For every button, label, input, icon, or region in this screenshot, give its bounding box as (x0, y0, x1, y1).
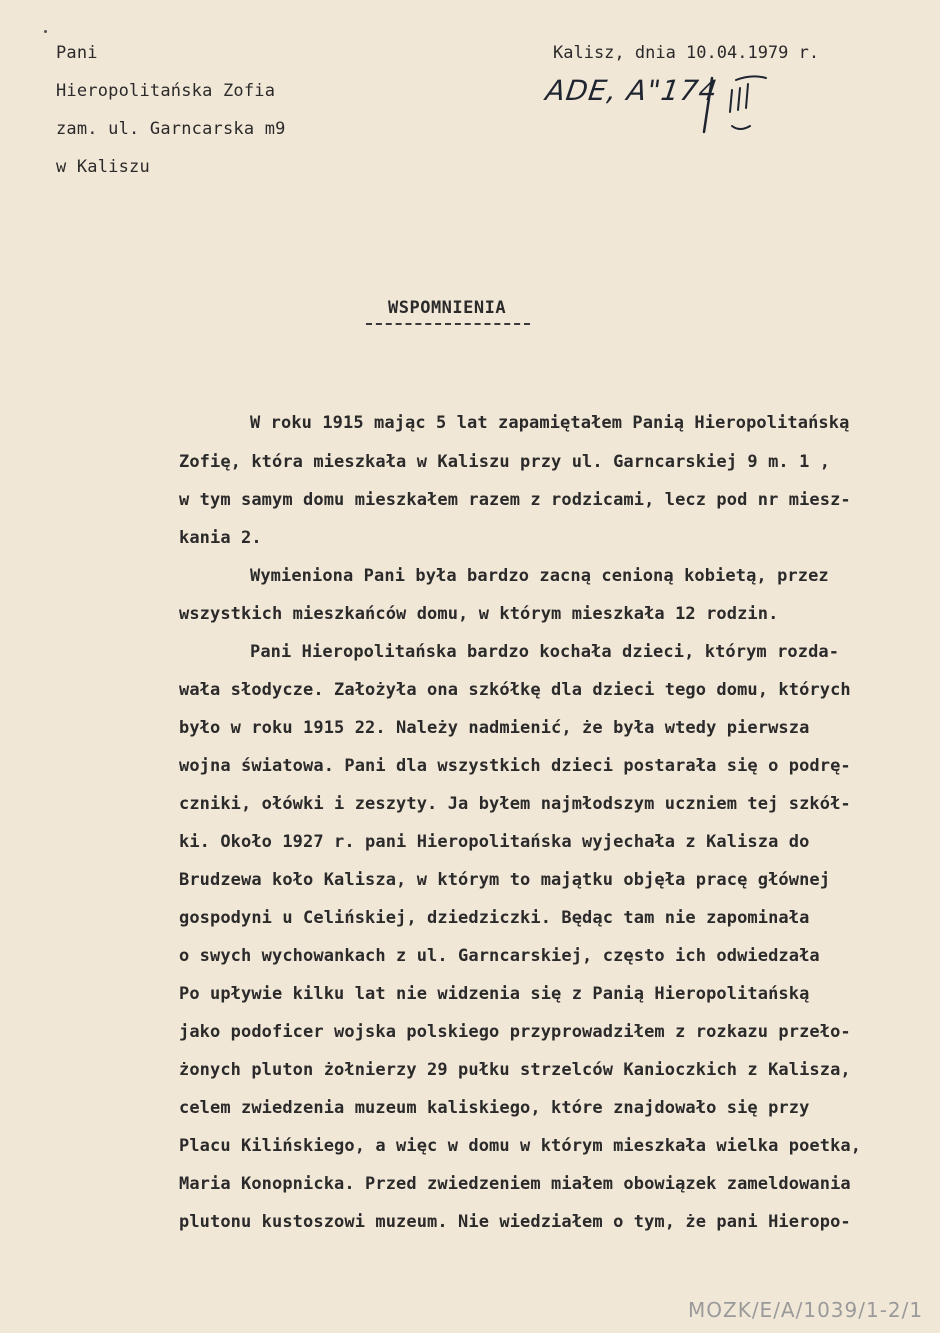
body-line: Brudzewa koło Kalisza, w którym to majątku objęła pracę głównej (179, 870, 831, 890)
body-line: wojna światowa. Pani dla wszystkich dzieci postarała się o podrę- (179, 756, 851, 776)
body-line: Zofię, która mieszkała w Kaliszu przy ul. Garncarskiej 9 m. 1 , (179, 452, 831, 472)
body-line: gospodyni u Celińskiej, dziedziczki. Będąc tam nie zapominała (179, 908, 810, 928)
body-line: było w roku 1915 22. Należy nadmienić, że była wtedy pierwsza (179, 718, 810, 738)
body-line: Wymieniona Pani była bardzo zacną cenioną kobietą, przez (250, 566, 829, 586)
body-line: Placu Kilińskiego, a więc w domu w którym mieszkała wielka poetka, (179, 1136, 862, 1156)
body-line: kania 2. (179, 528, 262, 548)
body-line: jako podoficer wojska polskiego przyprowadziłem z rozkazu przeło- (179, 1022, 851, 1042)
title-underline (366, 323, 530, 325)
body-line: wała słodycze. Założyła ona szkółkę dla dzieci tego domu, których (179, 680, 851, 700)
body-line: W roku 1915 mając 5 lat zapamiętałem Panią Hieropolitańską (250, 413, 850, 433)
paper-speck (44, 30, 47, 33)
sender-line-3: zam. ul. Garncarska m9 (56, 119, 286, 139)
archive-stamp: MOZK/E/A/1039/1-2/1 (688, 1298, 924, 1322)
body-line: żonych pluton żołnierzy 29 pułku strzelców Kanioczkich z Kalisza, (179, 1060, 851, 1080)
sender-line-2: Hieropolitańska Zofia (56, 81, 276, 101)
sender-line-4: w Kaliszu (56, 157, 150, 177)
handwritten-archive-code: ADE, A"174 (543, 74, 721, 107)
body-line: celem zwiedzenia muzeum kaliskiego, które znajdowało się przy (179, 1098, 810, 1118)
body-line: o swych wychowankach z ul. Garncarskiej, często ich odwiedzała (179, 946, 820, 966)
document-title: WSPOMNIENIA (388, 298, 507, 318)
body-line: czniki, ołówki i zeszyty. Ja byłem najmłodszym uczniem tej szkół- (179, 794, 851, 814)
sender-line-1: Pani (56, 43, 98, 63)
body-line: Maria Konopnicka. Przed zwiedzeniem miałem obowiązek zameldowania (179, 1174, 851, 1194)
body-line: Po upływie kilku lat nie widzenia się z Panią Hieropolitańską (179, 984, 810, 1004)
body-line: w tym samym domu mieszkałem razem z rodzicami, lecz pod nr miesz- (179, 490, 851, 510)
body-line: wszystkich mieszkańców domu, w którym mieszkała 12 rodzin. (179, 604, 779, 624)
date-line: Kalisz, dnia 10.04.1979 r. (553, 43, 820, 63)
handwritten-marks-icon (690, 70, 780, 140)
body-line: Pani Hieropolitańska bardzo kochała dzieci, którym rozda- (250, 642, 840, 662)
body-line: plutonu kustoszowi muzeum. Nie wiedziałem o tym, że pani Hieropo- (179, 1212, 851, 1232)
body-line: ki. Około 1927 r. pani Hieropolitańska wyjechała z Kalisza do (179, 832, 810, 852)
